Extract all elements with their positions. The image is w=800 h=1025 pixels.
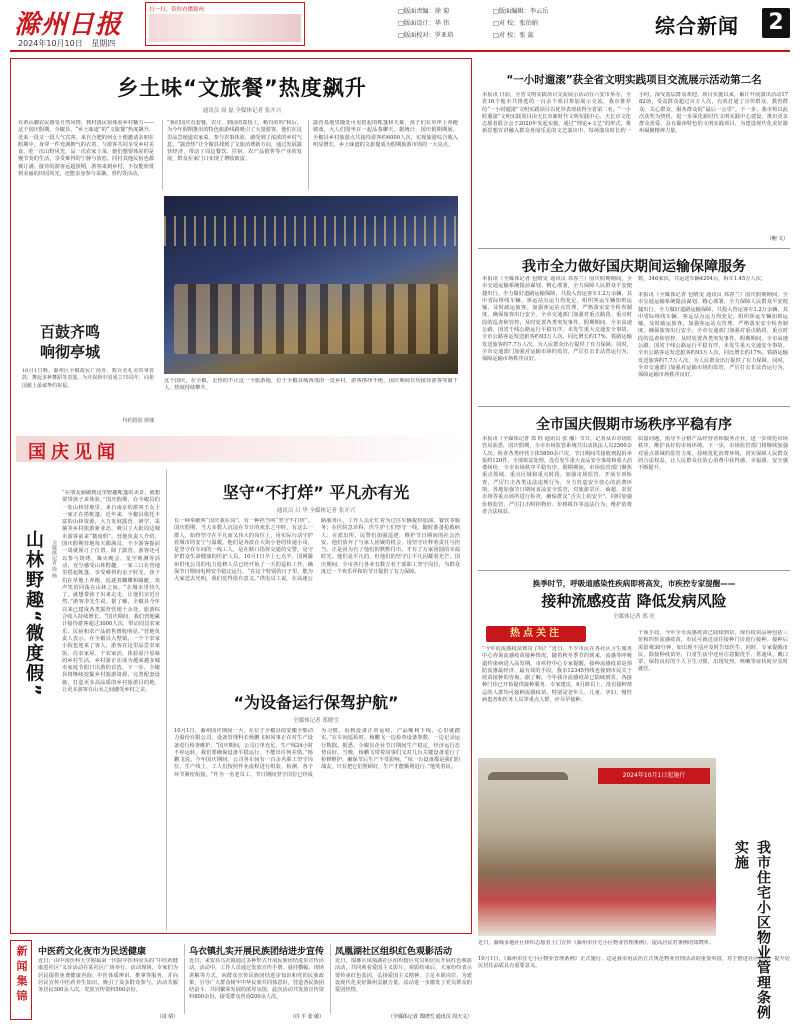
guoqing-banner: 国庆见闻 [28,442,120,463]
right4-kicker: 换季时节，呼吸道感染性疾病即将高发，市疾控专家提醒—— [532,579,736,588]
newspaper-logo: 滁州日报 [14,10,123,40]
editor-line: □版面编辑：李云岳 [493,8,549,15]
mountain-byline: 全媒体记者 徐 杨 [51,540,57,578]
brief-2-headline: 乌衣镇扎实开展民族团结进步宣传 [184,944,324,957]
page-number: 2 [768,10,784,35]
right2-headline: 我市全力做好国庆期间运输保障服务 [522,259,746,275]
lead-byline: 通讯员 周 磊 全媒体记者 张开兴 [202,108,282,114]
lead-col-3: 露营基地里随处可见搭起的帐篷和天幕，孩子们在草坪上奔跑嬉戏，大人们围坐在一起品茶聊天。据统计，国庆假期期间，全椒县乡村旅游点共接待游客约6000人次，实现旅游综合收入明显增长，乡土味道的文旅餐成为假期旅游市场的一大亮点。 [308,120,458,190]
masthead [0,0,800,52]
editor-line: □对 校：张 蕊 [493,32,534,39]
right2-body: 本报讯（全媒体记者 包晴雯 通讯员 邓春兰）国庆假期期间，全市交通运输系统提前谋划、精心部署，全力保障人民群众平安便捷出行。全力做好道路运输保障，共投入营运客车1.2万余辆，其中省际班线车辆、客运站点运力均充足，组织客运车辆加班运输，及时疏运旅客。加强客运站点管理，严格落实安全检查制度，确保旅客出行安全。全市交通部门加强对重点路段、重点时段的巡查和管控，及时处置各类突发事件。假期期间，全市高速公路、国省干线公路运行平稳有序，未发生重大交通安全事故。全市公路客运发送旅客约93万人次，同比增长约17%。铁路运输发送旅客约7.7万人次，为人民群众出行提供了有力保障。同时，全市交通部门加强对运输市场的监管，严厉打击非法营运行为，保障运输市场秩序良好。 [482,276,632,363]
tables-decoration [174,284,448,354]
right4-body: “今年的流感疫苗到货了吗？”近日，不少市民在各社区卫生服务中心咨询流感疫苗接种情况。随着秋冬季节的到来，流感等呼吸道传染病进入高发期。市疾控中心专家提醒，接种流感疫苗是预防流感最经济、最有效的手段。我市12345热线也接到市民关于疫苗接种的咨询。据了解，今年我市流感疫苗已陆续到货，各接种门诊已开始提供接种服务。专家建议，6月龄以上、没有接种禁忌的人群均可接种流感疫苗，特别是老年人、儿童、孕妇、慢性病患者和医务人员等重点人群，应尽早接种。 [482,646,632,704]
mountain-headline: 山林野趣“微度假” [23,530,44,698]
right5-body: 10月1日，《滁州市住宅小区物业管理条例》正式施行。这是我市用法治方式规范物业管理活动的重要举措，对于推进社区治理、提升居民居住品质具有重要意义。 [478,956,790,970]
hot-topic-banner [486,626,586,642]
editor-line: □版面责编：徐 菊 [398,8,450,15]
right3-body-continued: 质量问题，指导不合格产品经营者和服务企业，进一步规范市场秩序，维护良好的市场环境。下一步，市场监管部门将继续加强对重点领域的监管力度，持续优化消费环境，切实保障人民群众的合法权益，让人民群众在放心消费中获得感、幸福感、安全感不断提升。 [638,436,788,472]
right4-body-continued: 干预手段。今年全市流感疫苗已陆续到货，现有疫苗品种包括三价和四价流感疫苗，市民可就近前往接种门诊进行接种。接种后需留观30分钟，如出现不适应及时告知医生。同时，专家提醒市民，除接种疫苗外，日常生活中还应注意勤洗手、常通风、戴口罩，保持良好的个人卫生习惯，出现发热、咳嗽等症状时应及时就医。 [638,630,788,673]
right3-headline: 全市国庆假期市场秩序平稳有序 [536,417,732,433]
right2-body-continued: 本报讯（全媒体记者 包晴雯 通讯员 邓春兰）国庆假期期间，全市交通运输系统提前谋划、精心部署，全力保障人民群众平安便捷出行。全力做好道路运输保障，共投入营运客车1.2万余辆，其中省际班线车辆、客运站点运力均充足，组织客运车辆加班运输，及时疏运旅客。加强客运站点管理，严格落实安全检查制度，确保旅客出行安全。全市交通部门加强对重点路段、重点时段的巡查和管控，及时处置各类突发事件。假期期间，全市高速公路、国省干线公路运行平稳有序，未发生重大交通安全事故。全市公路客运发送旅客约93万人次，同比增长约17%。铁路运输发送旅客约7.7万人次，为人民群众出行提供了有力保障。同时，全市交通部门加强对运输市场的监管，严厉打击非法营运行为，保障运输市场秩序良好。 [638,292,788,379]
mountain-body: “在朋友圈刷到这里野趣帐篷的美景，就想要带孩子来体验。”国庆假期，在全椒县的一处山林营地里，来自南京的游客王女士一家正在搭帐篷。近年来，全椒县依托丰富的山林资源，大力发展露营、研学、采摘等乡村旅游新业态，吸引了大批周边城市游客前来“微度假”。营地负责人介绍，国庆假期营地每天都满员，不少游客提前一周就预订了位置。除了露营，游客还可以参与烧烤、篝火晚会、星空观测等活动，充分感受山林野趣。一家三口在营地里搭起帐篷，享受难得的亲子时光，孩子们在草地上奔跑，追逐着蝴蝶和蜻蜓，欢声笑语回荡在山林之间。“在城市里待久了，就想带孩子出来走走，让他们亲近自然。”游客李先生说。据了解，全椒县今年以来已建成各类露营营地十余处，旅游综合收入持续增长。“国庆期间，我们营地累计接待游客超过3000人次，带动周边农家乐、民宿和农产品销售增收明显。”营地负责人表示。在全椒县大墅镇，一个个农家小院也迎来了客人，游客在这里品尝农家饭、住农家屋、干农家活，体验原汁原味的乡村生活。乡村游正在成为越来越多城市家庭节假日出游的首选。下一步，全椒县将继续挖掘乡村旅游资源，完善配套设施，打造更多高品质的乡村旅游目的地，让更多游客在山水之间感受乡村之美。 [62,490,160,694]
issue-date [18,38,115,49]
equip-body: 10月1日，滁州国庆期间一大，在位于全椒县的安徽全柴动力股份有限公司，设备管理科长杨鹏飞和同事正在对生产设备进行检查维护。“国庆期间，公司订单充足，生产线24小时不停运转，我们要确保设备平稳运行，不能出任何差错。”杨鹏飞说。今年国庆期间，公司各车间有一百余名职工坚守岗位。生产线上，工人们按照作业流程进行组装、检测，各个环节紧密衔接。“作为一名老员工，节日期间坚守岗位已经成为习惯，看到设备正常运转，产品顺利下线，心里就踏实。”在车间巡检时，杨鹏飞一边检查设备参数，一边记录运行数据。据悉，全椒县企业节日期间生产稳定，经济运行态势良好。当晚，杨鹏飞带着同事们又对几台关键设备进行了检修维护，确保节后生产不受影响。“每一台设备都是我们的战友，只有把它们照顾好，生产才能顺利进行。”他笑着说。 [174,728,460,778]
editor-line: □版面设计：华 伟 [398,20,450,27]
date-text: 2024年10月10日 [18,39,83,48]
right3-body: 本报讯（全媒体记者 郑 旺 通讯员 张 瀚）节日，记者从市市场监管局获悉，国庆假期，全市市场监管系统共出动执法人员2500余人次，检查各类经营主体5800余户次，节日期间共接收到投诉举报约120件，全部依法处理，没有发生重大食品安全事故和重大消费纠纷，全市市场秩序平稳有序。假期期间，市场监管部门聚焦重点领域、重点区域和重点时段，加强市场监管，开展专项检查，严厉打击各类违法违规行为，全力营造安全放心的消费环境。各地加强节日期间食品安全监管，对旅游景区、商超、农贸市场等重点场所进行检查，确保群众“舌尖上的安全”。同时加强价格监管，严厉打击哄抬物价、价格欺诈等违法行为，维护消费者合法权益。 [482,436,632,515]
right4-headline: 接种流感疫苗 降低发病风险 [541,592,727,610]
lead-photo-caption: 这个国庆，在全椒，走热的不止这一个旅游地，位于全椒县城西部的一处乡村，游客络绎不绝，国庆期间日均接待游客突破千人，热度持续攀升。 [164,378,458,392]
brief-3-body: 近日，琅琊区凤凰湖社区组织辖区党员和居民开展红色观影活动，共同观看爱国主义影片。观影结束后，大家纷纷表示要传承红色基因，弘扬爱国主义精神，立足本职岗位，为建设现代化美好滁州贡献力量。活动进一步激发了党员群众的爱国热情。 [330,958,472,1014]
briefs-label: 新闻集锦 [15,945,28,1005]
hot-topic-label: 热点关注 [510,628,562,639]
right1-headline: “一小时遛滚”获全省文明实践项目交流展示活动第二名 [506,74,762,86]
brief-1-headline: 中医药文化夜市为民送健康 [38,947,147,957]
drums-headline: 百鼓齐鸣 响彻亭城 [40,323,101,361]
lead-col-2: “我们国庆有套餐，农庄、到园的荔枝上，稍有的吗”和后，为今年假期推出的特色旅游线路吸引了大量游客，他们在这里品尝地道农家菜、参与农事体验，感受到了浓浓的乡村气息。“露营热”让全椒县找到了文旅消费新方向，通过发展露营经济，带动了周边餐饮、住宿、农产品销售等产业的发展，群众在家门口实现了增收致富。 [162,120,302,190]
right-divider-1 [478,248,790,249]
string-lights-icon [164,216,458,246]
masthead-ad [145,2,305,46]
equip-byline: 全媒体记者 郑晓雪 [293,718,339,724]
right5-headline: 我市住宅小区物业管理条例实施 [733,840,771,1020]
firm-headline: 坚守“不打烊” 平凡亦有光 [222,483,410,502]
firm-story-divider [166,470,167,930]
ad-text: 扫一扫，带你看懂滁州 [149,7,205,13]
brief-3-footer: （全媒体记者 郑晓雪 通讯员 周天文） [387,1014,472,1020]
brief-2-body: 近日，来安县乌衣镇通过多种形式开展民族团结进步宣传活动。活动中，工作人员通过发放宣传手册、悬挂横幅、现场讲解等方式，向群众宣传民族团结进步知识和党的民族政策，引导广大群众树牢中华民族共同体意识，营造各民族团结奋斗、共同繁荣发展的浓厚氛围。此次活动共发放宣传资料800余份，接受群众咨询200余人次。 [184,958,324,1014]
editors-block [398,6,588,39]
equip-headline: “为设备运行保驾护航” [233,693,399,712]
pavilion-decoration [488,772,568,818]
briefs-label-box [10,940,32,1020]
right-divider-3 [478,570,790,571]
masthead-rule [10,50,790,52]
right5-caption: 近日，滁城多地社区组织志愿者上门宣传《滁州市住宅小区物业管理条例》，提高居民对条例的知晓率。 [478,940,715,946]
firm-body: 有一种奉献叫“国庆我在岗”。有一种担当叫“坚守不打烊”。国庆假期，当大多数人沉浸在节日的欢乐之中时，有这么一群人，始终坚守在平凡而又伟大的岗位上，用实际行动守护着城市的安宁与温暖。他们是奔波在大街小巷的快递小哥，是坚守在车间的一线工人，是在路口指挥交通的交警，是守护群众生命健康的医护人员。10月1日早上七点半，国网滁州供电公司的电力抢修人员已经开始了一天的巡检工作，确保节日期间电网安全稳定运行。“在这个特别的日子里，能为大家送去光明，我们觉得很有意义。”供电员工说。在高速公路服务区，工作人员正忙着为过往车辆提供加油、餐饮等服务；在医院急诊科，医生护士们坚守一线，随时准备抢救病人；在派出所，民警们加强巡逻，维护节日期间的社会治安。他们放弃了与家人团聚的机会，用坚守诠释着责任与担当。正是因为有了他们的默默付出，才有了万家团圆的幸福时光。他们是平凡的，但他们的坚守让平凡闪耀着光芒。国庆期间，全市各行各业有数万名干部职工坚守岗位，为群众度过一个欢乐祥和的节日提供了有力保障。 [174,518,460,583]
drums-caption: 10月1日晚，滁州区全椒政民广场外，数百名礼舍的拿着鼓，舞起多种舞蹈等表演，为庆祝新中国成立75周年，向祖国献上最诚挚的祝福。 [22,368,154,389]
lead-headline: 乡土味“文旅餐”热度飙升 [117,76,367,100]
ad-image [149,14,301,42]
brief-3-headline: 凤凰湖社区组织红色观影活动 [330,944,472,957]
brief-1-body: 近日，由中国医科大学附属第一医院中医科牵头的“中医药健康进社区”义诊活动在某社区广场举行。活动现场，专家们为居民提供免费健康咨询、中医体质辨识、推拿等服务，并向居民宣传中医药养生知识，吸引了众多群众参与。活动共服务居民300余人次，发放宣传资料500余份。 [38,958,178,994]
right4-byline: 全媒体记者 郑 旺 [613,614,655,620]
editor-line: □对 校：张伯娟 [493,20,538,27]
lead-col-1: 在黄山脚农民感受自然风情、到村落民宿体验乡村魅力——这个国庆假期，全椒县，“乡土味道”的“文旅餐”热度飙升。近来一段又一段人气宾客。来自合肥的何女士便邀请亲朋在假期中，身穿一件充满朝气的衣着，与游客共同享受乡村美食，吃一次山野风光，品一次农家土菜，她们想要体验的是慢节奏的生活，享受难得的宁静与放松。同村其他民宿也都被订满，接待的游客远超预期，游客来到乡村，不仅能欣赏到美丽的田园风光，还能亲身参与采摘、垂钓等活动。 [18,120,154,178]
drums-credit: 特约摄影 颜娜 [122,418,154,424]
right1-footer: （鲍 文） [766,236,788,242]
right-divider-2 [478,406,790,407]
weekday-text: 星期四 [91,39,116,48]
brief-1-footer: （周 倩） [156,1014,178,1020]
event-banner: 2024年10月1日起施行 [598,768,710,784]
right2-stats: 数，346家次，共运送车辆4204台，拆车1.45万人次。 [638,276,767,282]
brief-2-footer: （许 平 张 敏） [289,1014,324,1020]
lead-photo-night-market [164,196,458,374]
editor-line: □版面校对：罗亚培 [398,32,454,39]
right1-body: 本报讯 日前，全省文明实践项目交流展示活动在六安市举办，全省16个地市共推选的一百余个项目参加展示交流，我市推荐的“一小时遛滚”文明实践项目以优异表现获得全省第二名。“一小时遛滚”文明实践项目由天长市新时代文明实践中心、天长市文化志愿者联合会于2020年发起实施，通过“理论+文艺”的形式，将新思想宣讲融入群众喜闻乐见的文艺演出中，每场演出时长约一小时，深受基层群众欢迎。项目实施以来，累计开展演出活动1782场，受益群众超过百万人次，有效打通了宣传群众、教育群众、关心群众、服务群众的“最后一公里”。下一步，我市将以此次获奖为契机，进一步深化新时代文明实践中心建设，推出更多群众喜爱、具有滁州特色的文明实践项目，为建设现代化美好滁州凝聚精神力量。 [482,92,788,135]
property-photo [478,758,716,936]
firm-byline: 通讯员 吕 华 全媒体记者 张开兴 [276,508,356,514]
section-title: 综合新闻 [655,14,739,38]
